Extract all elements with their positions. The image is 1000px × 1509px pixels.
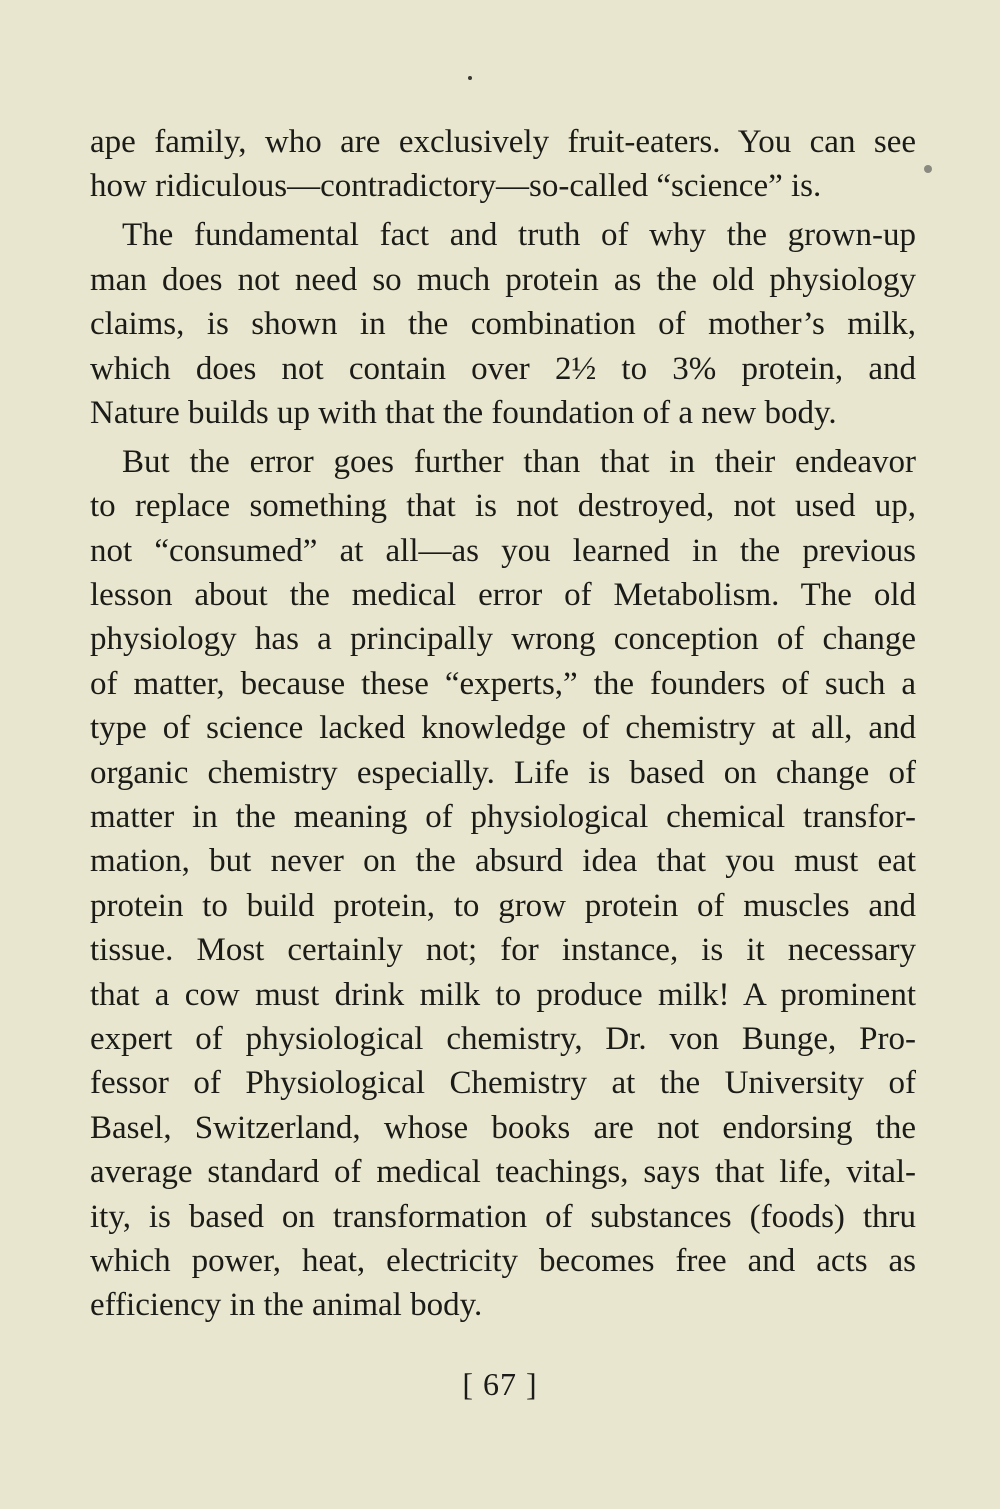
text-line: lesson about the medical error of Metabolism. The old: [90, 577, 916, 614]
text-line: type of science lacked knowledge of chemistry at all, and: [90, 710, 916, 747]
page-number: [ 67 ]: [462, 1366, 538, 1402]
text-line: Basel, Switzerland, whose books are not endorsing the: [90, 1109, 916, 1146]
text-line: fessor of Physiological Chemistry at the University of: [90, 1065, 916, 1102]
body-text: [90, 120, 916, 1332]
paragraph-2: [90, 213, 916, 435]
text-line: which does not contain over 2½ to 3% protein, and: [90, 350, 916, 387]
text-line: claims, is shown in the combination of mother’s milk,: [90, 306, 916, 343]
text-line: The fundamental fact and truth of why the grown-up: [122, 217, 916, 254]
text-line: ity, is based on transformation of substances (foods) thru: [90, 1198, 916, 1235]
text-line: But the error goes further than that in their endeavor: [122, 443, 916, 480]
text-line: tissue. Most certainly not; for instance, is it necessary: [90, 932, 916, 969]
text-line: matter in the meaning of physiological chemical transfor-: [90, 799, 916, 836]
text-line: that a cow must drink milk to produce milk! A prominent: [90, 976, 916, 1013]
paragraph-1: [90, 120, 916, 209]
text-line: which power, heat, electricity becomes free and acts as: [90, 1242, 916, 1279]
text-line: efficiency in the animal body.: [90, 1287, 483, 1324]
text-line: to replace something that is not destroyed, not used up,: [90, 488, 916, 525]
text-line: expert of physiological chemistry, Dr. von Bunge, Pro-: [90, 1021, 916, 1057]
text-line: man does not need so much protein as the old physiology: [90, 261, 916, 298]
margin-mark: [924, 165, 932, 173]
text-line: not “consumed” at all—as you learned in the previous: [90, 532, 916, 569]
top-mark: [468, 76, 472, 80]
text-line: average standard of medical teachings, says that life, vital-: [90, 1154, 916, 1191]
text-line: how ridiculous—contradictory—so-called “science” is.: [90, 168, 822, 205]
text-line: mation, but never on the absurd idea that you must eat: [90, 843, 916, 880]
text-line: Nature builds up with that the foundation of a new body.: [90, 394, 837, 431]
text-line: of matter, because these “experts,” the founders of such a: [90, 665, 916, 702]
text-line: protein to build protein, to grow protein of muscles and: [90, 887, 916, 924]
text-line: organic chemistry especially. Life is based on change of: [90, 754, 916, 791]
paragraph-3: [90, 440, 916, 1328]
text-line: physiology has a principally wrong conception of change: [90, 621, 916, 658]
text-line: ape family, who are exclusively fruit-eaters. You can see: [90, 124, 916, 160]
